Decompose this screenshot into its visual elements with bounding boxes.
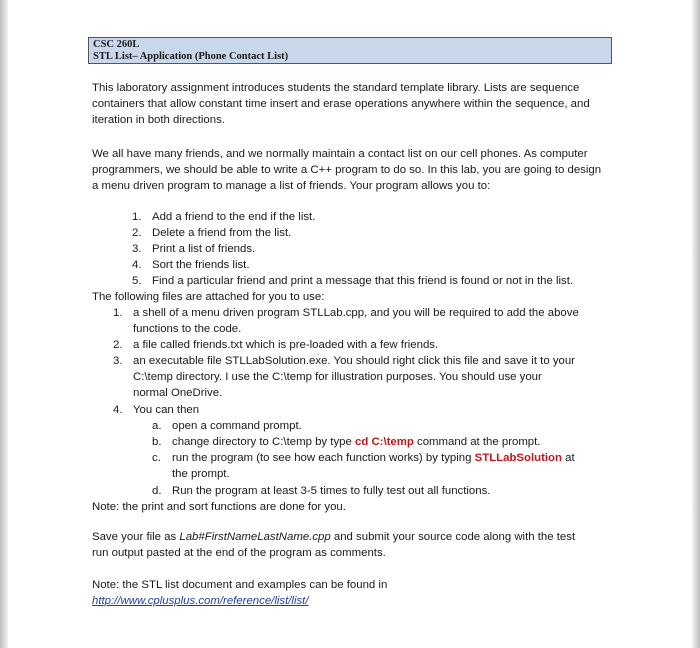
description-paragraph: We all have many friends, and we normally maintain a contact list on our cell phones. As computer programmers, we should be able to write a C++ program to do so. In this lab, you are going to design a menu driven program to manage a list of friends. Your program allows you to: <box>92 148 602 192</box>
step-a: a. open a command prompt. <box>152 420 302 432</box>
reference-link[interactable]: http://www.cplusplus.com/reference/list/list/ <box>92 595 309 607</box>
step-c-cont: the prompt. <box>172 468 230 480</box>
intro-paragraph: This laboratory assignment introduces students the standard template library. Lists are sequence containers that allow constant time insert and erase operations anywhere within the sequence, and iteration in both directions. <box>92 82 590 126</box>
note-stl-doc: Note: the STL list document and examples can be found in <box>92 579 388 591</box>
file-item-shell-cont: functions to the code. <box>133 323 242 335</box>
step-c: c. run the program (to see how each function works) by typing STLLabSolution at <box>152 452 575 464</box>
list-item: 1. Add a friend to the end if the list. <box>132 211 316 223</box>
file-item-shell: 1. a shell of a menu driven program STLLab.cpp, and you will be required to add the above <box>113 307 579 319</box>
save-instructions: Save your file as Lab#FirstNameLastName.cpp and submit your source code along with the test <box>92 531 576 543</box>
file-item-exe-cont: normal OneDrive. <box>133 387 223 399</box>
file-item-then: 4. You can then <box>113 404 200 416</box>
document-header <box>88 37 612 64</box>
save-instructions-cont: run output pasted at the end of the program as comments. <box>92 547 386 559</box>
file-item-friends: 2. a file called friends.txt which is pre-loaded with a few friends. <box>113 339 439 351</box>
note-print-sort: Note: the print and sort functions are done for you. <box>92 501 346 513</box>
list-item: 5. Find a particular friend and print a message that this friend is found or not in the list. <box>132 275 574 287</box>
list-item: 4. Sort the friends list. <box>132 259 250 271</box>
document-title: STL List– Application (Phone Contact List) <box>93 51 289 62</box>
command-cd: cd C:\temp <box>354 436 414 448</box>
files-intro: The following files are attached for you to use: <box>92 291 325 303</box>
page-shadow-left <box>0 0 8 648</box>
list-item: 2. Delete a friend from the list. <box>132 227 292 239</box>
step-b: b. change directory to C:\temp by type cd C:\temp command at the prompt. <box>152 436 541 448</box>
filename: Lab#FirstNameLastName.cpp <box>179 531 331 543</box>
command-run: STLLabSolution <box>474 452 562 464</box>
file-item-exe: 3. an executable file STLLabSolution.exe. You should right click this file and save it to your <box>113 355 575 367</box>
course-code: CSC 260L <box>93 39 140 50</box>
file-item-exe-cont: C:\temp directory. I use the C:\temp for illustration purposes. You should use your <box>133 371 542 383</box>
page-shadow-right <box>692 0 700 648</box>
step-d: d. Run the program at least 3-5 times to fully test out all functions. <box>152 485 491 497</box>
list-item: 3. Print a list of friends. <box>132 243 256 255</box>
